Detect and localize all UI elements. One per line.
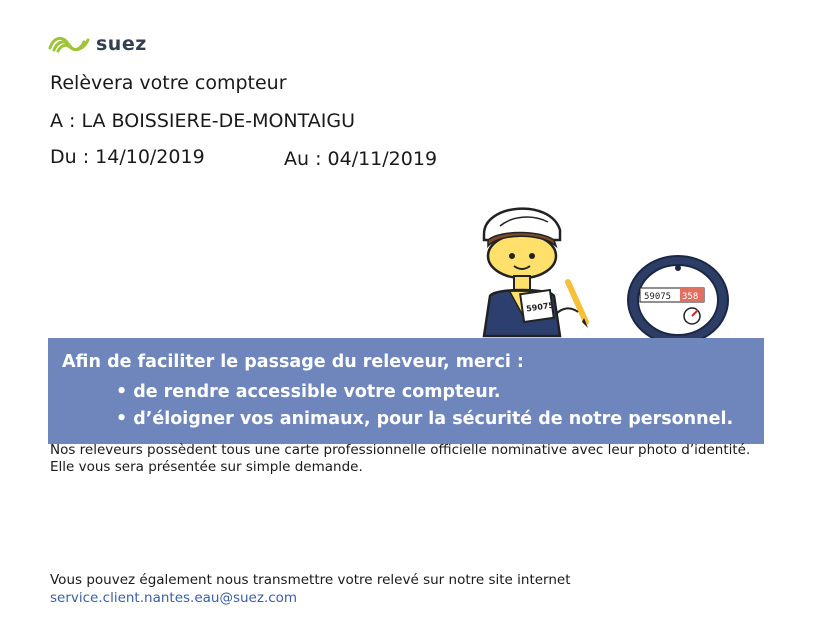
brand-name: suez (96, 33, 147, 55)
meter-reading-red: 358 (682, 292, 699, 302)
water-meter-illustration (620, 250, 740, 350)
bullet-item: • de rendre accessible votre compteur. (116, 382, 733, 402)
meter-reading: 59075 (644, 292, 672, 302)
location: A : LA BOISSIERE-DE-MONTAIGU (50, 110, 356, 132)
banner-bullets (116, 382, 733, 436)
meter-reader-illustration (470, 196, 600, 346)
date-from: Du : 14/10/2019 (50, 146, 205, 168)
suez-logo-icon (46, 32, 92, 56)
contact-email[interactable]: service.client.nantes.eau@suez.com (50, 590, 298, 606)
banner-title: Afin de faciliter le passage du releveur, merci : (62, 352, 524, 372)
brand-logo (46, 32, 147, 56)
pencil (568, 282, 586, 322)
footer-text: Vous pouvez également nous transmettre votre relevé sur notre site internet (50, 572, 571, 588)
date-to: Au : 04/11/2019 (284, 148, 438, 170)
page-title: Relèvera votre compteur (50, 72, 287, 94)
notepad-number: 59075 (525, 300, 555, 314)
instructions-banner (48, 338, 764, 444)
bullet-item: • d’éloigner vos animaux, pour la sécurité de notre personnel. (116, 409, 733, 429)
info-text: Nos releveurs possèdent tous une carte professionnelle officielle nominative avec leur photo d’identité. Elle vous sera présentée sur simple demande. (50, 442, 751, 475)
